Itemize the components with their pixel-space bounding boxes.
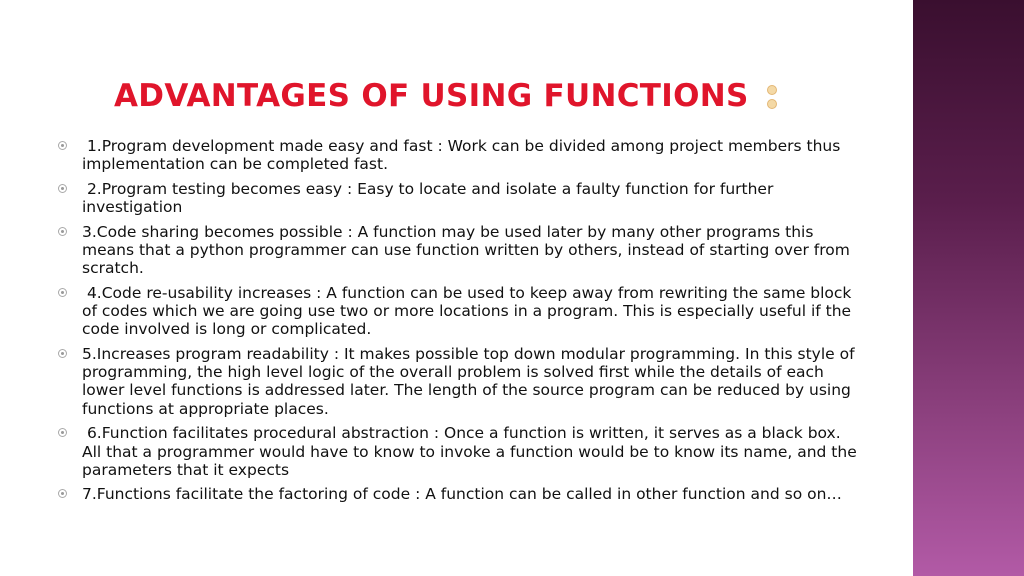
list-item [58,485,858,503]
list-item [58,345,858,418]
slide-title: ADVANTAGES OF USING FUNCTIONS [114,78,749,114]
side-accent-band [913,0,1024,576]
list-item [58,137,858,173]
bullet-text: 3.Code sharing becomes possible : A function may be used later by many other programs this means that a python programmer can use function written by others, instead of starting over from scratch. [82,222,855,278]
colon-dots-icon [766,81,778,111]
list-item [58,424,862,479]
title-area [114,78,834,128]
circle-dot-icon [58,141,67,150]
bullet-text: 1.Program development made easy and fast : Work can be divided among project members thus implementation can be completed fast. [82,137,846,174]
list-item [58,180,858,216]
bullet-list [58,137,862,510]
list-item [58,284,858,339]
circle-dot-icon [58,227,67,236]
bullet-text: 5.Increases program readability : It makes possible top down modular programming. In this style of programming, the high level logic of the overall problem is solved first while the details of each lower level functions is addressed later. The length of the source program can be reduced by using functions at appropriate places. [82,345,860,418]
bullet-text: 6.Function facilitates procedural abstraction : Once a function is written, it serves as a black box. All that a programmer would have to know to invoke a function would be to know its name, and the parameters that it expects [82,424,862,479]
bullet-text: 2.Program testing becomes easy : Easy to locate and isolate a faulty function for further investigation [82,179,779,217]
circle-dot-icon [58,184,67,193]
bullet-text: 7.Functions facilitate the factoring of code : A function can be called in other function and so on… [82,485,842,504]
dot-bottom [767,99,777,109]
circle-dot-icon [58,489,67,498]
circle-dot-icon [58,428,67,437]
list-item [58,223,858,278]
bullet-text: 4.Code re-usability increases : A function can be used to keep away from rewriting the same block of codes which we are going use two or more locations in a program. This is especially useful if the code involved is long or complicated. [82,283,857,339]
circle-dot-icon [58,288,67,297]
dot-top [767,85,777,95]
circle-dot-icon [58,349,67,358]
